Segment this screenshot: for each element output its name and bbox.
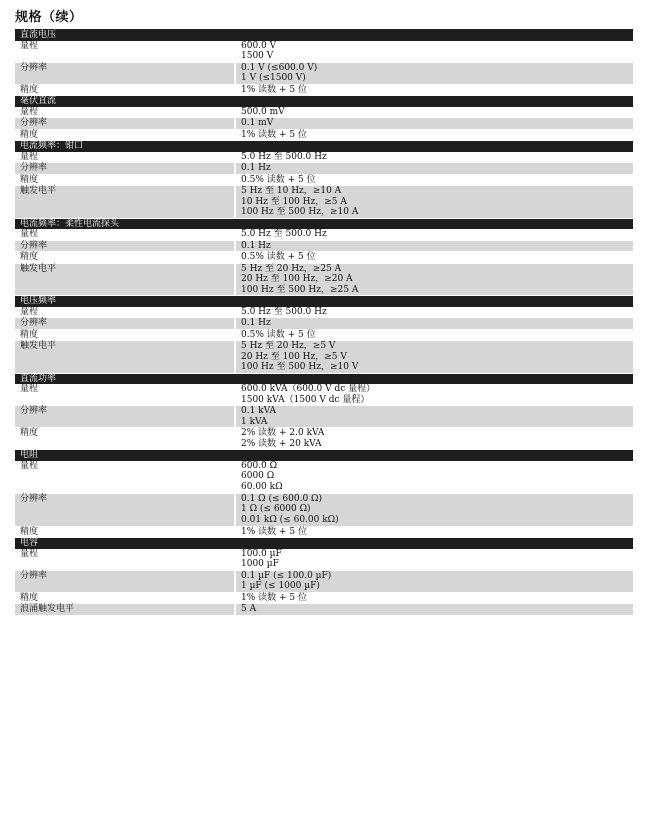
spec-value-line: 0.1 kVA xyxy=(241,406,277,416)
spec-label: 精度 xyxy=(15,526,235,538)
spec-row xyxy=(15,604,633,616)
spec-label: 浪涌触发电平 xyxy=(15,604,235,616)
spec-value-line: 20 Hz 至 100 Hz，≥20 A xyxy=(241,274,353,284)
spec-value xyxy=(235,107,633,118)
spec-row xyxy=(15,118,633,130)
spec-row xyxy=(15,252,633,264)
spec-value-line: 1% 读数 + 5 位 xyxy=(241,526,307,537)
spec-value-line: 0.5% 读数 + 5 位 xyxy=(241,174,316,185)
spec-label: 精度 xyxy=(15,592,235,604)
spec-value xyxy=(235,493,633,526)
spec-value xyxy=(235,263,633,296)
spec-value xyxy=(235,84,633,96)
section-header: 电流频率：柔性电流探头 xyxy=(15,218,633,229)
spec-label: 分辨率 xyxy=(15,318,235,330)
spec-value-line: 1 V (≤1500 V) xyxy=(241,73,306,83)
spec-label: 精度 xyxy=(15,129,235,141)
section-header: 电阻 xyxy=(15,450,633,461)
spec-value-line: 5 Hz 至 20 Hz，≥5 V xyxy=(241,341,336,351)
spec-value xyxy=(235,240,633,252)
spec-value xyxy=(235,526,633,538)
spec-row xyxy=(15,428,633,450)
spec-label: 量程 xyxy=(15,107,235,118)
spec-table xyxy=(15,29,633,616)
spec-value xyxy=(235,428,633,450)
spec-value xyxy=(235,604,633,616)
spec-value-line: 600.0 Ω xyxy=(241,460,278,471)
spec-value xyxy=(235,186,633,219)
section-header-row xyxy=(15,30,633,41)
spec-label: 分辨率 xyxy=(15,493,235,526)
spec-value-line: 60.00 kΩ xyxy=(241,481,283,492)
spec-label: 精度 xyxy=(15,84,235,96)
spec-row xyxy=(15,186,633,219)
spec-value xyxy=(235,152,633,163)
spec-value-line: 1 kVA xyxy=(241,416,268,427)
spec-label: 精度 xyxy=(15,428,235,450)
spec-value-line: 0.1 Ω (≤ 600.0 Ω) xyxy=(241,493,323,504)
spec-value xyxy=(235,129,633,141)
spec-value-line: 100.0 µF xyxy=(241,548,282,559)
spec-row xyxy=(15,592,633,604)
spec-value xyxy=(235,41,633,63)
spec-row xyxy=(15,229,633,240)
spec-value-line: 1500 V xyxy=(241,51,274,61)
spec-row xyxy=(15,174,633,186)
spec-value-line: 5.0 Hz 至 500.0 Hz xyxy=(241,306,327,317)
spec-value xyxy=(235,406,633,428)
section-header: 电流频率：钳口 xyxy=(15,141,633,152)
spec-value-line: 2% 读数 + 2.0 kVA xyxy=(241,428,325,438)
section-header-row xyxy=(15,96,633,107)
spec-value-line: 0.1 µF (≤ 100.0 µF) xyxy=(241,570,332,581)
spec-value xyxy=(235,549,633,571)
spec-value-line: 1% 读数 + 5 位 xyxy=(241,592,307,603)
spec-row xyxy=(15,461,633,494)
spec-label: 精度 xyxy=(15,174,235,186)
spec-label: 触发电平 xyxy=(15,341,235,374)
spec-value xyxy=(235,341,633,374)
section-header-row xyxy=(15,450,633,461)
section-header: 电容 xyxy=(15,538,633,549)
spec-row xyxy=(15,163,633,175)
spec-value-line: 0.1 Hz xyxy=(241,240,271,251)
spec-value xyxy=(235,592,633,604)
spec-row xyxy=(15,107,633,118)
spec-label: 精度 xyxy=(15,252,235,264)
spec-label: 触发电平 xyxy=(15,263,235,296)
spec-value-line: 5.0 Hz 至 500.0 Hz xyxy=(241,229,327,239)
spec-value xyxy=(235,384,633,406)
spec-row xyxy=(15,341,633,374)
spec-value-line: 0.01 kΩ (≤ 60.00 kΩ) xyxy=(241,514,339,525)
spec-value-line: 1% 读数 + 5 位 xyxy=(241,84,307,95)
spec-row xyxy=(15,318,633,330)
spec-value-line: 10 Hz 至 100 Hz，≥5 A xyxy=(241,196,347,207)
spec-value xyxy=(235,163,633,175)
spec-value-line: 100 Hz 至 500 Hz，≥10 V xyxy=(241,362,359,372)
spec-label: 量程 xyxy=(15,229,235,240)
section-header-row xyxy=(15,538,633,549)
spec-value-line: 0.5% 读数 + 5 位 xyxy=(241,252,316,262)
spec-label: 分辨率 xyxy=(15,118,235,130)
spec-value xyxy=(235,174,633,186)
spec-label: 分辨率 xyxy=(15,62,235,84)
spec-value-line: 0.1 mV xyxy=(241,118,274,128)
spec-value-line: 500.0 mV xyxy=(241,106,285,117)
spec-value-line: 1 Ω (≤ 6000 Ω) xyxy=(241,504,311,514)
spec-label: 分辨率 xyxy=(15,240,235,252)
spec-label: 量程 xyxy=(15,461,235,494)
spec-row xyxy=(15,62,633,84)
section-header-row xyxy=(15,218,633,229)
spec-value xyxy=(235,570,633,592)
spec-value-line: 0.1 V (≤600.0 V) xyxy=(241,62,318,73)
spec-value xyxy=(235,62,633,84)
section-header: 直流电压 xyxy=(15,30,633,41)
section-header-row xyxy=(15,373,633,384)
spec-value-line: 5 Hz 至 10 Hz，≥10 A xyxy=(241,186,342,196)
spec-table-body xyxy=(15,30,633,616)
spec-value-line: 0.1 Hz xyxy=(241,318,271,328)
spec-value xyxy=(235,252,633,264)
spec-row xyxy=(15,526,633,538)
spec-label: 量程 xyxy=(15,152,235,163)
spec-value-line: 6000 Ω xyxy=(241,471,275,481)
spec-value xyxy=(235,329,633,341)
spec-value-line: 600.0 V xyxy=(241,40,277,51)
spec-label: 量程 xyxy=(15,384,235,406)
spec-label: 分辨率 xyxy=(15,163,235,175)
spec-row xyxy=(15,263,633,296)
spec-value-line: 1500 kVA（1500 V dc 量程） xyxy=(241,394,370,405)
section-header: 直流功率 xyxy=(15,373,633,384)
spec-row xyxy=(15,240,633,252)
spec-row xyxy=(15,570,633,592)
spec-value-line: 1000 µF xyxy=(241,559,279,569)
spec-label: 精度 xyxy=(15,329,235,341)
spec-value-line: 20 Hz 至 100 Hz，≥5 V xyxy=(241,351,347,362)
spec-row xyxy=(15,84,633,96)
spec-label: 分辨率 xyxy=(15,406,235,428)
spec-value-line: 100 Hz 至 500 Hz，≥10 A xyxy=(241,207,359,217)
spec-label: 触发电平 xyxy=(15,186,235,219)
spec-row xyxy=(15,41,633,63)
section-header: 电压频率 xyxy=(15,296,633,307)
spec-label: 量程 xyxy=(15,41,235,63)
spec-value-line: 5 A xyxy=(241,604,257,614)
spec-value xyxy=(235,318,633,330)
spec-value-line: 1% 读数 + 5 位 xyxy=(241,129,307,140)
page-title: 规格（续） xyxy=(15,10,83,25)
spec-value-line: 600.0 kVA（600.0 V dc 量程） xyxy=(241,384,376,394)
spec-value xyxy=(235,229,633,240)
spec-value-line: 5 Hz 至 20 Hz，≥25 A xyxy=(241,263,342,274)
spec-value-line: 5.0 Hz 至 500.0 Hz xyxy=(241,151,327,162)
spec-row xyxy=(15,406,633,428)
spec-value-line: 100 Hz 至 500 Hz，≥25 A xyxy=(241,284,359,295)
spec-value-line: 1 µF (≤ 1000 µF) xyxy=(241,581,320,591)
spec-row xyxy=(15,152,633,163)
spec-row xyxy=(15,384,633,406)
section-header-row xyxy=(15,296,633,307)
spec-value xyxy=(235,307,633,318)
spec-value-line: 0.5% 读数 + 5 位 xyxy=(241,329,316,340)
spec-row xyxy=(15,129,633,141)
spec-row xyxy=(15,493,633,526)
spec-value xyxy=(235,118,633,130)
spec-value-line: 0.1 Hz xyxy=(241,163,271,173)
section-header-row xyxy=(15,141,633,152)
spec-label: 量程 xyxy=(15,549,235,571)
spec-row xyxy=(15,307,633,318)
spec-row xyxy=(15,549,633,571)
spec-row xyxy=(15,329,633,341)
spec-label: 量程 xyxy=(15,307,235,318)
spec-label: 分辨率 xyxy=(15,570,235,592)
spec-value-line: 2% 读数 + 20 kVA xyxy=(241,438,322,449)
section-header: 毫伏直流 xyxy=(15,96,633,107)
spec-value xyxy=(235,461,633,494)
